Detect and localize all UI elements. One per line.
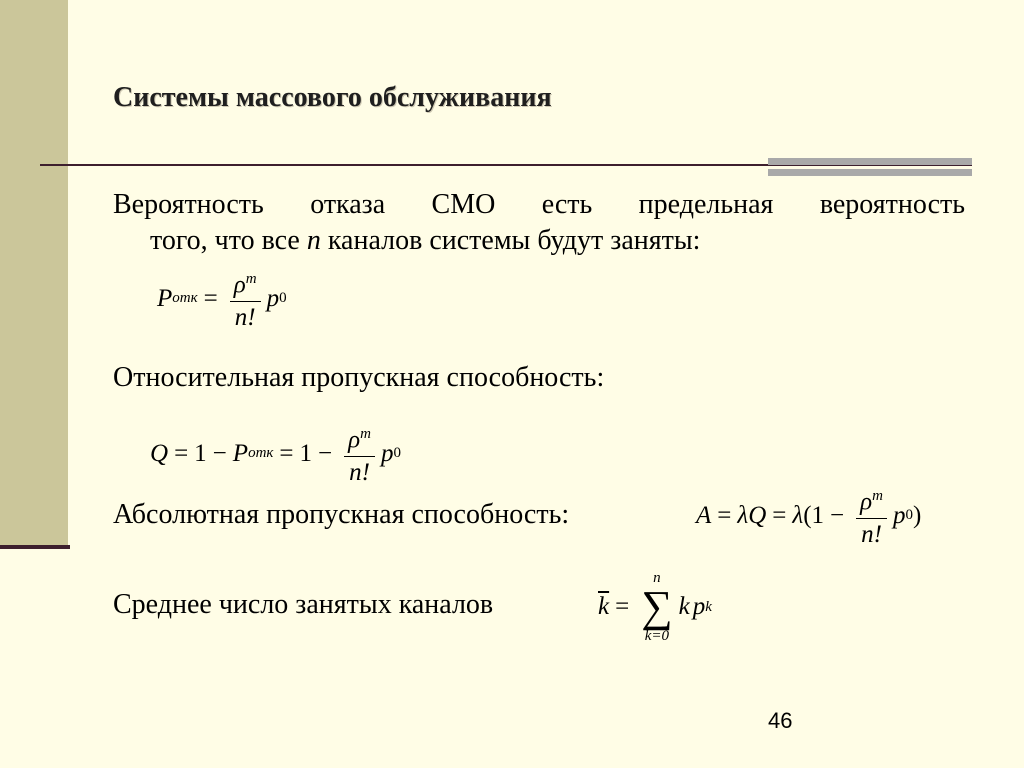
symbol-P: P xyxy=(157,284,173,312)
symbol-n-factorial: n! xyxy=(861,521,882,549)
subscript-k: k xyxy=(705,598,712,615)
fraction-numerator xyxy=(856,482,887,519)
paragraph-average-busy-channels: Среднее число занятых каналов xyxy=(113,589,494,620)
left-decorative-bar xyxy=(0,0,68,545)
superscript-m: m xyxy=(245,271,257,287)
fraction-denominator xyxy=(861,519,882,549)
symbol-k: k xyxy=(678,593,690,620)
formula-absolute-capacity xyxy=(696,482,921,549)
symbol-one: 1 xyxy=(299,439,313,467)
equals-sign: = xyxy=(717,501,732,529)
paragraph-1-line-1: Вероятность отказа СМО есть предельная вероятность xyxy=(113,189,965,220)
equals-sign: = xyxy=(174,439,189,467)
symbol-k-bar: $\overline{k}$ xyxy=(598,593,610,620)
symbol-rho: ρ xyxy=(860,488,873,516)
fraction-numerator xyxy=(344,420,375,457)
summation-lower-limit: k=0 xyxy=(644,628,670,644)
subscript-otk: отк xyxy=(248,445,274,462)
equals-sign: = xyxy=(279,439,294,467)
symbol-p: p xyxy=(692,593,706,620)
fraction-numerator xyxy=(230,265,261,302)
symbol-Q: Q xyxy=(150,439,169,467)
minus-sign: − xyxy=(212,439,227,467)
fraction-rho-over-nfact xyxy=(344,420,375,487)
fraction-rho-over-nfact xyxy=(230,265,261,332)
symbol-rho: ρ xyxy=(233,271,246,299)
page-number: 46 xyxy=(768,708,793,733)
symbol-lambda: λ xyxy=(792,501,804,529)
summation xyxy=(641,570,672,644)
symbol-n-factorial: n! xyxy=(234,304,256,332)
slide-title: Системы массового обслуживания xyxy=(113,82,552,113)
formula-relative-capacity xyxy=(150,420,401,487)
left-bar-underline xyxy=(0,545,70,549)
symbol-A: A xyxy=(696,501,712,529)
symbol-lambda-Q: λQ xyxy=(737,501,767,529)
subscript-zero: 0 xyxy=(905,507,913,524)
minus-sign: − xyxy=(318,439,333,467)
formula-refusal-probability xyxy=(157,265,287,332)
fraction-denominator xyxy=(349,457,370,487)
subscript-otk: отк xyxy=(172,290,198,307)
summation-sign: ∑ xyxy=(641,582,673,631)
subscript-zero: 0 xyxy=(279,290,287,307)
paragraph-relative-capacity: Относительная пропускная способность: xyxy=(113,362,605,393)
paragraph-1-line-2 xyxy=(113,223,965,259)
paragraph-absolute-capacity: Абсолютная пропускная способность: xyxy=(113,499,570,530)
fraction-denominator xyxy=(235,302,256,332)
symbol-n-factorial: n! xyxy=(349,459,370,487)
symbol-P: P xyxy=(232,439,249,467)
paragraph-1-line-2-start: того, что все xyxy=(150,225,307,256)
minus-sign: − xyxy=(830,501,845,529)
equals-sign: = xyxy=(772,501,787,529)
equals-sign: = xyxy=(203,284,218,312)
symbol-p: p xyxy=(893,501,906,529)
fraction-rho-over-nfact xyxy=(856,482,887,549)
subscript-zero: 0 xyxy=(393,445,401,462)
symbol-p: p xyxy=(380,439,394,467)
close-paren: ) xyxy=(913,501,922,529)
divider-accent-block xyxy=(768,158,972,176)
summation-upper-limit: n xyxy=(653,570,661,586)
symbol-rho: ρ xyxy=(348,426,361,454)
equals-sign: = xyxy=(615,593,630,620)
symbol-one: 1 xyxy=(194,439,207,467)
symbol-p: p xyxy=(266,284,280,312)
paragraph-refusal-probability xyxy=(113,187,965,259)
paragraph-1-line-2-end: каналов системы будут заняты: xyxy=(320,225,701,256)
superscript-m: m xyxy=(360,426,371,442)
superscript-m: m xyxy=(872,488,883,504)
variable-n: n xyxy=(306,225,321,256)
formula-average-busy-channels xyxy=(598,570,712,644)
open-paren-one: (1 xyxy=(803,501,825,529)
